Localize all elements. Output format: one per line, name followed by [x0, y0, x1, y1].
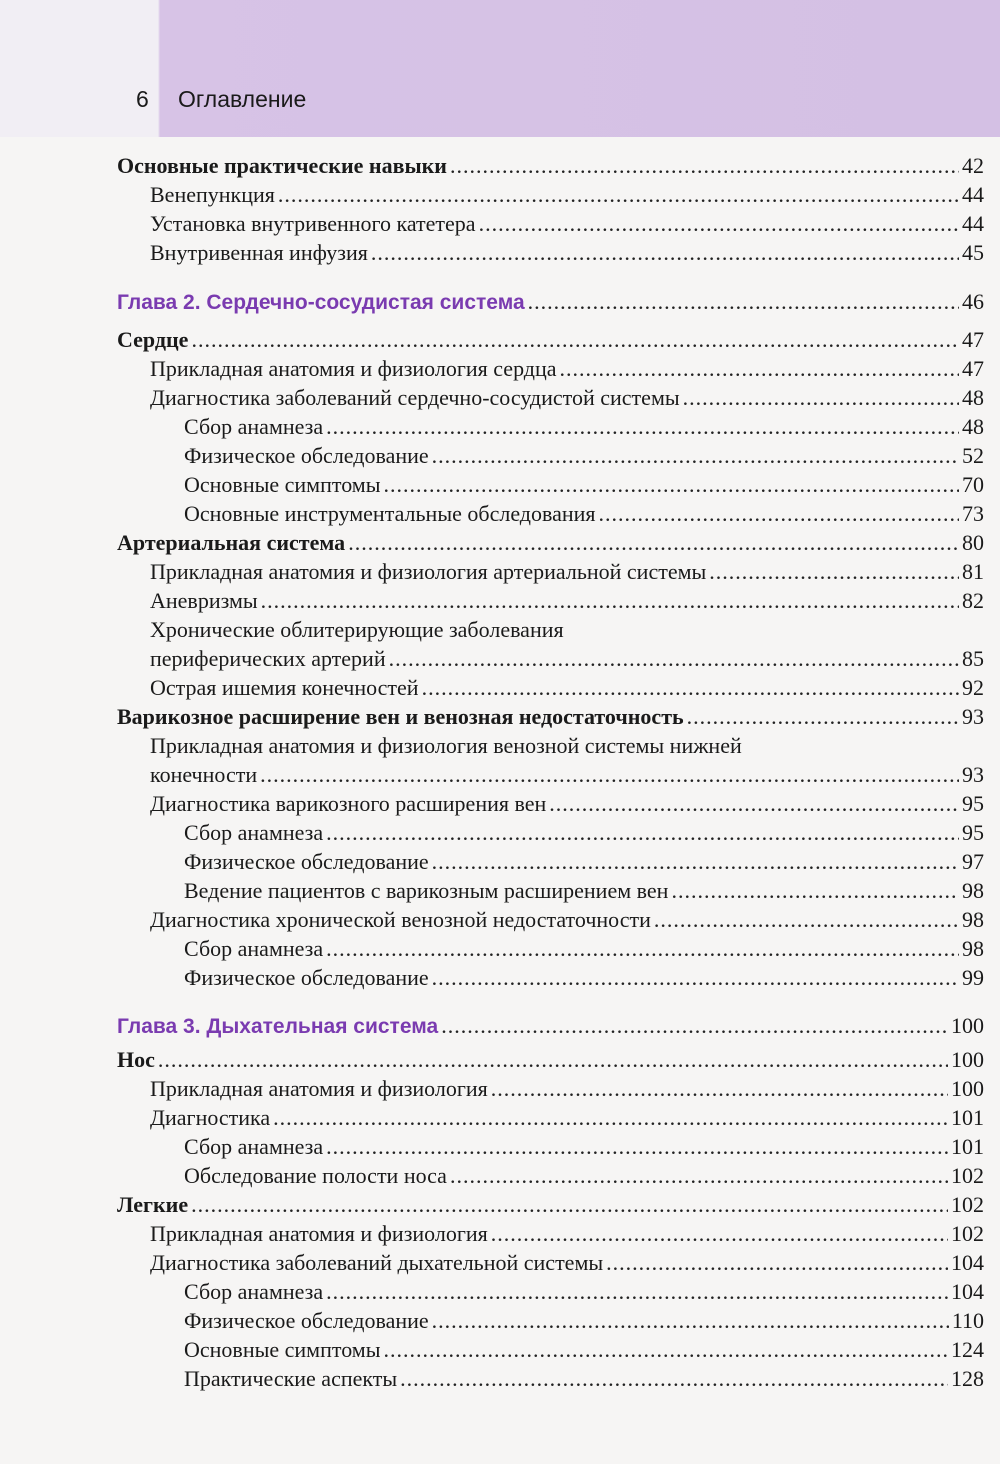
toc-subsection: [150, 355, 984, 383]
toc-subsection: [150, 674, 984, 702]
toc-subsubsection: [184, 964, 984, 992]
toc-page-number: 128: [951, 1366, 984, 1391]
toc-page-number: 104: [951, 1279, 984, 1304]
toc-entry-title: Сбор анамнеза: [184, 936, 324, 961]
toc-subsubsection: [184, 500, 984, 528]
toc-subsection: [150, 1249, 984, 1277]
toc-subsubsection: [184, 413, 984, 441]
toc-page-number: 102: [951, 1163, 984, 1188]
toc-section: [117, 1046, 984, 1074]
toc-entry-title-line1: Прикладная анатомия и физиология венозной системы нижней: [150, 733, 742, 758]
toc-page-number: 98: [962, 907, 984, 932]
toc-entry-title: Варикозное расширение вен и венозная недостаточность: [117, 704, 684, 729]
toc-page-number: 101: [951, 1134, 984, 1159]
toc-subsection: [150, 790, 984, 818]
toc-page-number: 81: [962, 559, 984, 584]
toc-entry-title: Физическое обследование: [184, 1308, 429, 1333]
toc-subsubsection: [184, 1307, 984, 1335]
toc-entry-title: Основные инструментальные обследования: [184, 501, 596, 526]
toc-page-number: 99: [962, 965, 984, 990]
toc-page-number: 80: [962, 530, 984, 555]
toc-page-number: 46: [962, 289, 984, 314]
toc-entry-title: Прикладная анатомия и физиология артериальной системы: [150, 559, 707, 584]
toc-entry-title: Венепункция: [150, 182, 275, 207]
toc-subsection: [150, 558, 984, 586]
toc-section: [117, 326, 984, 354]
toc-page-number: 52: [962, 443, 984, 468]
toc-subsubsection: [184, 1162, 984, 1190]
page-title: Оглавление: [178, 86, 307, 112]
toc-subsubsection: [184, 848, 984, 876]
toc-subsection: [150, 645, 984, 673]
toc-page-number: 48: [962, 385, 984, 410]
toc-entry-title: Обследование полости носа: [184, 1163, 447, 1188]
toc-entry-title: Прикладная анатомия и физиология: [150, 1221, 488, 1246]
toc-page-number: 104: [951, 1250, 984, 1275]
toc-subsubsection: [184, 819, 984, 847]
toc-subsubsection: [184, 935, 984, 963]
toc-page-number: 48: [962, 414, 984, 439]
toc-subsubsection: [184, 1336, 984, 1364]
toc-subsubsection: [184, 1133, 984, 1161]
toc-entry-title: Практические аспекты: [184, 1366, 398, 1391]
toc-subsection: [150, 1220, 984, 1248]
toc-entry-title: Диагностика заболеваний сердечно-сосудистой системы: [150, 385, 680, 410]
toc-entry-title: Сбор анамнеза: [184, 1134, 324, 1159]
toc-subsubsection: [184, 442, 984, 470]
toc-entry-title: Внутривенная инфузия: [150, 240, 368, 265]
toc-entry-title: Диагностика заболеваний дыхательной системы: [150, 1250, 604, 1275]
toc-entry-title: Диагностика хронической венозной недостаточности: [150, 907, 651, 932]
toc-section: [117, 1191, 984, 1219]
toc-page-number: 47: [962, 327, 984, 352]
toc-subsection: [150, 1104, 984, 1132]
toc-subsection: [150, 239, 984, 267]
toc-entry-title: Ведение пациентов с варикозным расширением вен: [184, 878, 669, 903]
toc-page-number: 101: [951, 1105, 984, 1130]
page-number: 6: [136, 86, 149, 112]
toc-entry-title-line1: Хронические облитерирующие заболевания: [150, 617, 564, 642]
toc-page-number: 45: [962, 240, 984, 265]
toc-entry-title-line2: конечности: [150, 762, 258, 787]
toc-subsection: [150, 587, 984, 615]
toc-entry-title: Установка внутривенного катетера: [150, 211, 476, 236]
toc-subsection: [150, 906, 984, 934]
toc-page-number: 98: [962, 878, 984, 903]
toc-chapter: [117, 288, 984, 316]
toc-page-number: 102: [951, 1221, 984, 1246]
toc-entry-title: Основные практические навыки: [117, 153, 447, 178]
toc-page-number: 93: [962, 704, 984, 729]
toc-entry-title: Прикладная анатомия и физиология сердца: [150, 356, 557, 381]
toc-page-number: 100: [951, 1076, 984, 1101]
toc-chapter: [117, 1012, 984, 1040]
toc-page-number: 47: [962, 356, 984, 381]
toc-subsection: [150, 181, 984, 209]
toc-page-number: 73: [962, 501, 984, 526]
toc-subsubsection: [184, 471, 984, 499]
toc-page-number: 82: [962, 588, 984, 613]
toc-page-number: 70: [962, 472, 984, 497]
toc-page-number: 100: [951, 1047, 984, 1072]
toc-entry-title-line2: периферических артерий: [150, 646, 386, 671]
toc-page-number: 44: [962, 182, 984, 207]
toc-section: [117, 529, 984, 557]
toc-entry-title: Сбор анамнеза: [184, 1279, 324, 1304]
toc-entry-title: Глава 3. Дыхательная система: [117, 1015, 439, 1038]
toc-entry-title: Острая ишемия конечностей: [150, 675, 419, 700]
toc-subsection: [150, 1075, 984, 1103]
toc-entry-title: Физическое обследование: [184, 443, 429, 468]
toc-page-number: 102: [951, 1192, 984, 1217]
toc-page-number: 100: [951, 1013, 984, 1038]
toc-page-number: 97: [962, 849, 984, 874]
toc-entry-title: Диагностика варикозного расширения вен: [150, 791, 547, 816]
toc-entry-title: Нос: [117, 1047, 155, 1072]
toc-page-number: 95: [962, 791, 984, 816]
toc-entry-title: Легкие: [117, 1192, 189, 1217]
toc-entry-title: Аневризмы: [150, 588, 258, 613]
toc-entry-title: Сбор анамнеза: [184, 820, 324, 845]
toc-page-number: 110: [951, 1308, 984, 1333]
toc-entry-title: Артериальная система: [117, 530, 346, 555]
toc-page-number: 98: [962, 936, 984, 961]
toc-page-number: 85: [962, 646, 984, 671]
toc-entry-title: Основные симптомы: [184, 472, 381, 497]
toc-entry-title: Сердце: [117, 327, 189, 352]
toc-subsubsection: [184, 877, 984, 905]
toc-page-number: 124: [951, 1337, 984, 1362]
toc-entry-title: Глава 2. Сердечно-сосудистая система: [117, 291, 525, 314]
toc-page-number: 44: [962, 211, 984, 236]
toc-subsection: [150, 384, 984, 412]
toc-section: [117, 703, 984, 731]
toc-entry-title: Физическое обследование: [184, 849, 429, 874]
toc-page-number: 92: [962, 675, 984, 700]
toc-page-number: 95: [962, 820, 984, 845]
toc-page-number: 93: [962, 762, 984, 787]
toc-entry-title: Основные симптомы: [184, 1337, 381, 1362]
toc-page-number: 42: [962, 153, 984, 178]
toc-entry-title: Сбор анамнеза: [184, 414, 324, 439]
toc-section: [117, 152, 984, 180]
toc-subsubsection: [184, 1278, 984, 1306]
toc-entry-title: Диагностика: [150, 1105, 271, 1130]
toc-subsection: [150, 210, 984, 238]
toc-subsection: [150, 761, 984, 789]
toc-entry-title: Прикладная анатомия и физиология: [150, 1076, 488, 1101]
toc-entry-title: Физическое обследование: [184, 965, 429, 990]
toc-subsubsection: [184, 1365, 984, 1393]
